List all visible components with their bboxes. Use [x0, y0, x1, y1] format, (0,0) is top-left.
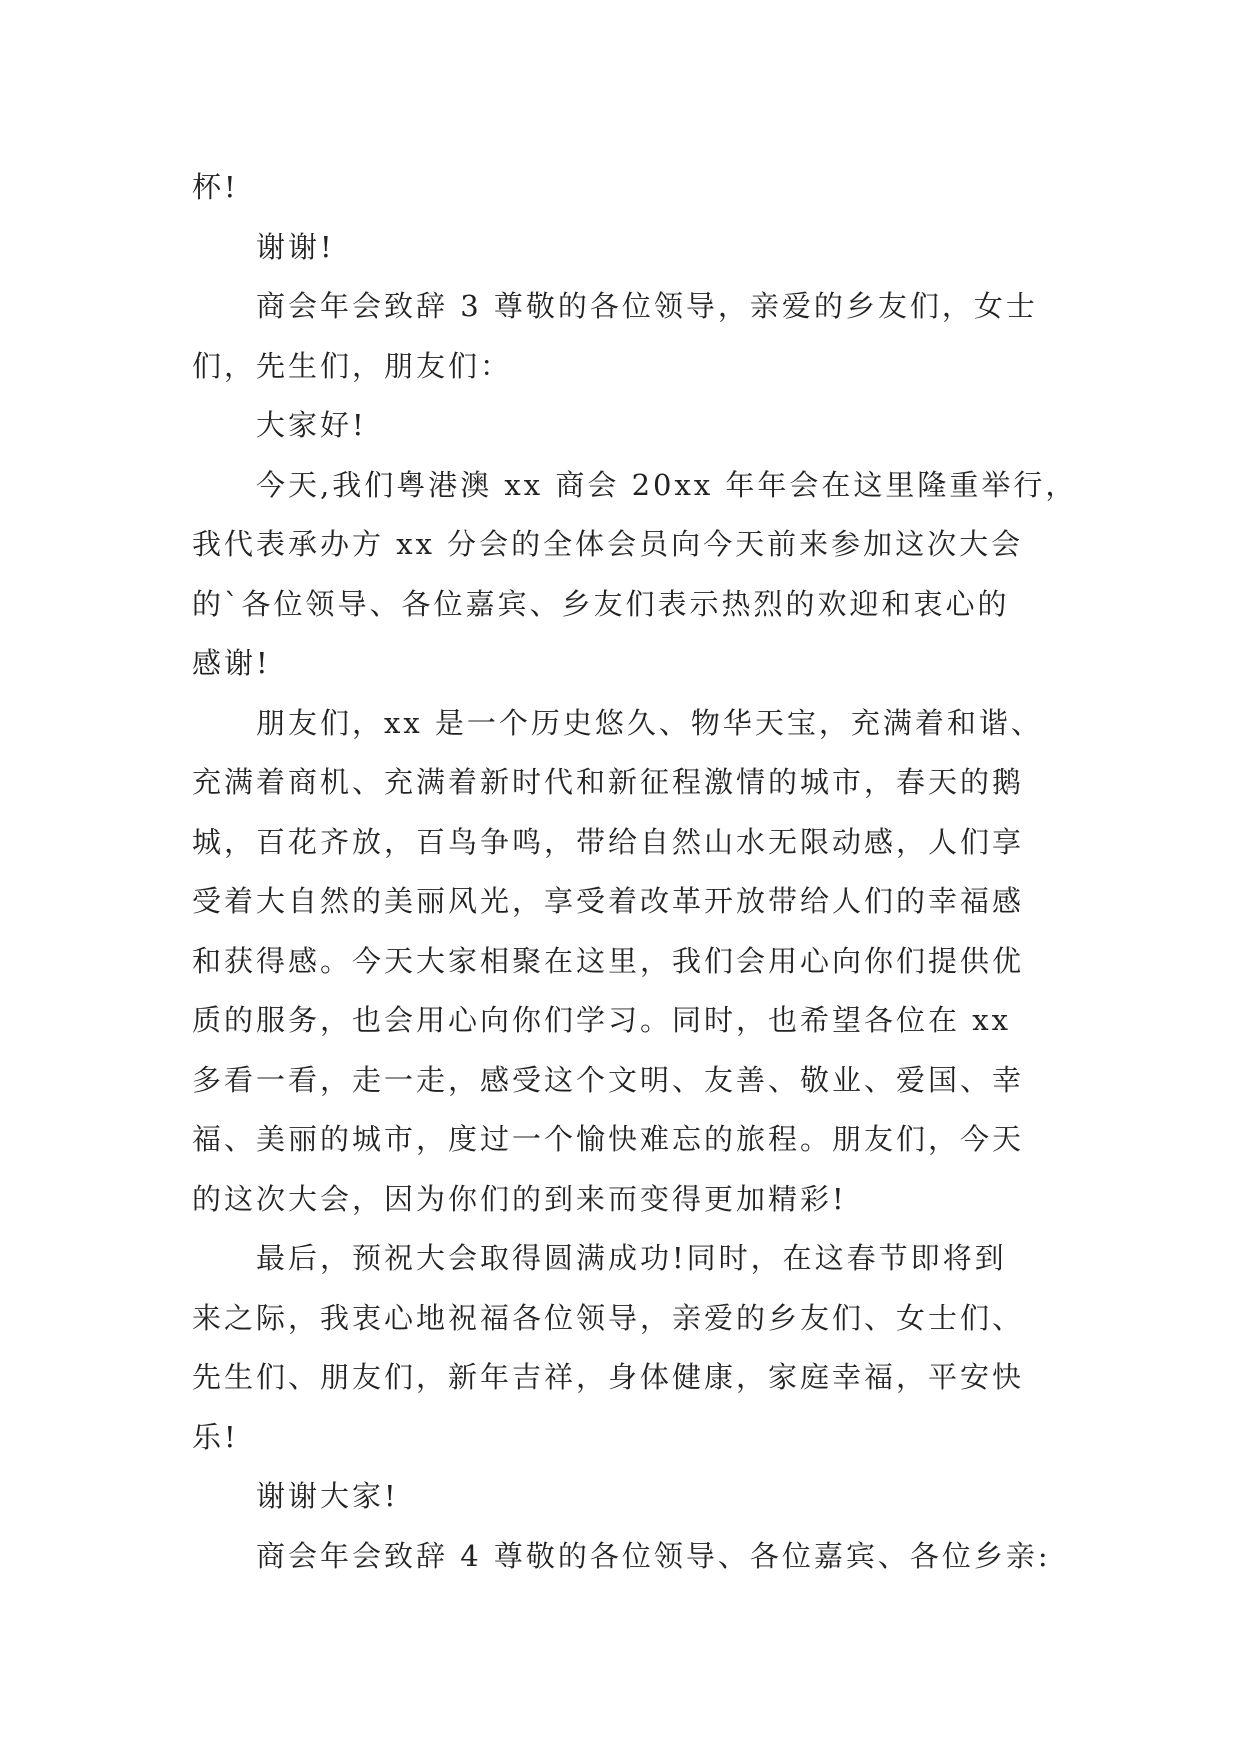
text-line: 商会年会致辞 3 尊敬的各位领导，亲爱的乡友们，女士: [256, 289, 1038, 323]
text-line: 感谢!: [192, 646, 271, 680]
text-line: 今天,我们粤港澳 xx 商会 20xx 年年会在这里隆重举行，: [256, 467, 1078, 502]
document-body: [192, 158, 1078, 1586]
text-line: 质的服务，也会用心向你们学习。同时，也希望各位在 xx: [192, 1003, 1011, 1037]
text-line: 们，先生们，朋友们：: [192, 348, 513, 383]
text-line: 充满着商机、充满着新时代和新征程激情的城市，春天的鹅: [192, 765, 1025, 799]
text-line: 大家好!: [256, 408, 367, 442]
text-line: 谢谢大家!: [256, 1479, 399, 1513]
text-line: 的`各位领导、各位嘉宾、乡友们表示热烈的欢迎和衷心的: [192, 586, 1010, 621]
text-line: 我代表承办方 xx 分会的全体会员向今天前来参加这次大会: [192, 527, 1024, 561]
text-line: 来之际，我衷心地祝福各位领导，亲爱的乡友们、女士们、: [192, 1300, 1025, 1335]
text-line: 谢谢!: [256, 229, 335, 264]
text-line: 商会年会致辞 4 尊敬的各位领导、各位嘉宾、各位乡亲:: [256, 1538, 1051, 1573]
text-line: 乐!: [192, 1419, 239, 1454]
text-line: 的这次大会，因为你们的到来而变得更加精彩!: [192, 1181, 847, 1216]
text-line: 城，百花齐放，百鸟争鸣，带给自然山水无限动感，人们享: [192, 824, 1025, 859]
text-line: 受着大自然的美丽风光，享受着改革开放带给人们的幸福感: [192, 884, 1025, 918]
text-line: 最后，预祝大会取得圆满成功!同时，在这春节即将到: [256, 1241, 1007, 1275]
text-line: 福、美丽的城市，度过一个愉快难忘的旅程。朋友们，今天: [192, 1122, 1025, 1156]
text-line: 杯!: [192, 170, 239, 204]
text-line: 和获得感。今天大家相聚在这里，我们会用心向你们提供优: [192, 943, 1025, 978]
text-line: 先生们、朋友们，新年吉祥，身体健康，家庭幸福，平安快: [192, 1360, 1025, 1394]
text-line: 朋友们，xx 是一个历史悠久、物华天宝，充满着和谐、: [256, 705, 1043, 740]
text-line: 多看一看，走一走，感受这个文明、友善、敬业、爱国、幸: [192, 1062, 1025, 1097]
